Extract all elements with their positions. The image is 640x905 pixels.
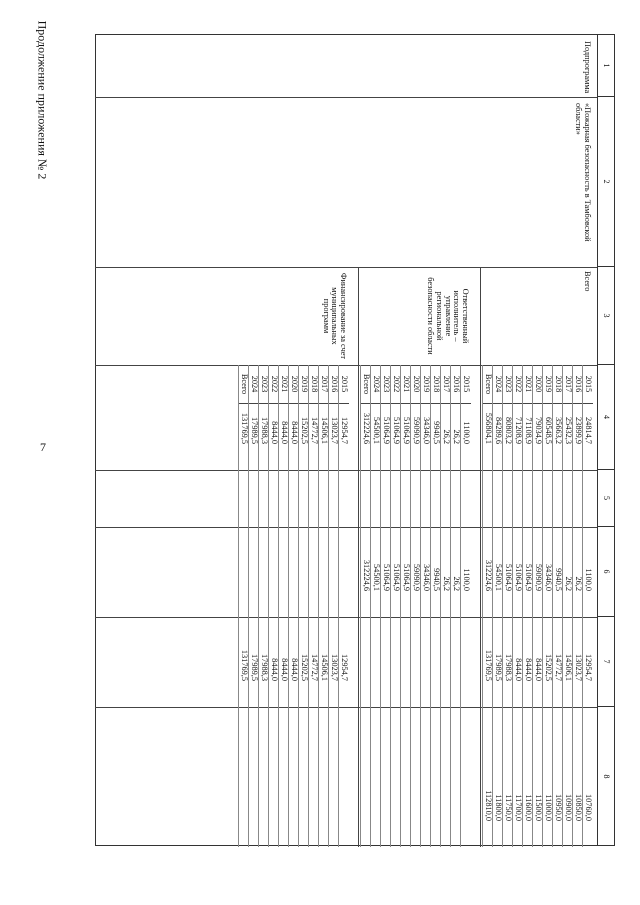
year-subcolumn-divider [483, 403, 593, 404]
row-year: 2021 [402, 375, 412, 393]
value-c6: 51064,9 [504, 564, 514, 591]
value-c7: 13023,7 [574, 654, 584, 681]
value-c4: 14506,1 [320, 417, 330, 444]
row-label-subprogram: Подпрограмма [583, 41, 592, 94]
header-col-4: 4 [598, 365, 614, 470]
value-c4: 131769,5 [240, 412, 250, 444]
row-year: 2018 [554, 375, 564, 393]
value-c4: 51064,9 [392, 417, 402, 444]
value-c6: 59090,9 [534, 564, 544, 591]
value-c6: 312224,6 [362, 559, 372, 591]
value-c4: 71208,9 [514, 417, 524, 444]
row-year: 2022 [270, 375, 280, 393]
value-c7: 17989,5 [250, 654, 260, 681]
value-c8: 10950,0 [554, 794, 564, 821]
value-c4: 14772,7 [310, 417, 320, 444]
block-separator [358, 267, 359, 847]
value-c8: 10900,0 [564, 794, 574, 821]
row-year: 2019 [422, 375, 432, 393]
value-c6: 312224,6 [484, 559, 494, 591]
value-c6: 26,2 [574, 576, 584, 591]
value-c7: 17988,3 [260, 654, 270, 681]
header-col-7: 7 [598, 617, 614, 707]
value-c4: 23899,9 [574, 417, 584, 444]
row-year: 2017 [320, 375, 330, 393]
year-subcolumn-divider [239, 403, 349, 404]
value-c7: 14772,7 [554, 654, 564, 681]
value-c4: 17988,3 [260, 417, 270, 444]
value-c6: 26,2 [452, 576, 462, 591]
value-c4: 13023,7 [330, 417, 340, 444]
value-c6: 54500,1 [494, 564, 504, 591]
value-c7: 12954,7 [340, 654, 350, 681]
row-year: 2022 [392, 375, 402, 393]
program-name: «Пожарная безопасность в Тамбовской области» [574, 103, 592, 242]
value-c6: 9940,5 [554, 568, 564, 591]
value-c4: 34346,0 [422, 417, 432, 444]
value-c4: 24814,7 [584, 417, 594, 444]
value-c7: 14772,7 [310, 654, 320, 681]
value-c7: 8444,0 [514, 658, 524, 681]
value-c4: 84289,6 [494, 417, 504, 444]
row-year: 2017 [442, 375, 452, 393]
page-number: 7 [40, 440, 46, 454]
value-c6: 34346,0 [422, 564, 432, 591]
header-col-6: 6 [598, 527, 614, 617]
value-c7: 8444,0 [290, 658, 300, 681]
row-year: Всего [240, 373, 250, 395]
value-c4: 1100,0 [462, 421, 472, 444]
row-year: Всего [362, 373, 372, 395]
row-year: 2015 [584, 375, 594, 393]
row-year: 2020 [534, 375, 544, 393]
value-c7: 15202,5 [300, 654, 310, 681]
row-year: 2015 [462, 375, 472, 393]
annex-title: Продолжение приложения № 2 [35, 20, 50, 180]
value-c7: 17989,5 [494, 654, 504, 681]
value-c8: 11600,0 [524, 794, 534, 821]
value-c6: 51064,9 [382, 564, 392, 591]
column-divider [95, 267, 597, 268]
row-year: 2023 [260, 375, 270, 393]
header-col-3: 3 [598, 267, 614, 365]
value-c7: 8444,0 [270, 658, 280, 681]
value-c4: 51064,9 [382, 417, 392, 444]
value-c4: 51064,9 [402, 417, 412, 444]
value-c6: 51064,9 [514, 564, 524, 591]
value-c4: 12954,7 [340, 417, 350, 444]
value-c4: 25432,3 [564, 417, 574, 444]
row-year: 2020 [412, 375, 422, 393]
value-c4: 312224,6 [362, 412, 372, 444]
value-c4: 9940,5 [432, 421, 442, 444]
value-c8: 11750,0 [504, 794, 514, 821]
table-holder [95, 34, 615, 846]
value-c7: 131769,5 [240, 649, 250, 681]
value-c4: 71108,9 [524, 417, 534, 444]
block-label: Финансирование за счет муниципальных программ [321, 272, 348, 360]
value-c4: 556804,1 [484, 412, 494, 444]
value-c6: 26,2 [442, 576, 452, 591]
value-c4: 8444,0 [280, 421, 290, 444]
value-c6: 59090,9 [412, 564, 422, 591]
row-year: Всего [484, 373, 494, 395]
block-separator [480, 267, 481, 847]
row-year: 2016 [330, 375, 340, 393]
row-year: 2019 [544, 375, 554, 393]
row-year: 2015 [340, 375, 350, 393]
row-year: 2018 [432, 375, 442, 393]
value-c6: 9940,5 [432, 568, 442, 591]
block-label: Всего [583, 271, 592, 292]
row-year: 2021 [280, 375, 290, 393]
header-col-1: 1 [598, 35, 614, 97]
value-c4: 8444,0 [290, 421, 300, 444]
value-c8: 10760,0 [584, 794, 594, 821]
value-c6: 51064,9 [524, 564, 534, 591]
value-c4: 79034,9 [534, 417, 544, 444]
row-year: 2018 [310, 375, 320, 393]
value-c8: 11500,0 [534, 794, 544, 821]
table-header-row [597, 34, 615, 846]
value-c7: 8444,0 [524, 658, 534, 681]
row-year: 2016 [574, 375, 584, 393]
value-c7: 131769,5 [484, 649, 494, 681]
value-c4: 26,2 [452, 429, 462, 444]
header-col-2: 2 [598, 97, 614, 267]
row-year: 2017 [564, 375, 574, 393]
financing-table [95, 34, 615, 846]
value-c7: 12954,7 [584, 654, 594, 681]
row-year: 2024 [494, 375, 504, 393]
value-c4: 54500,1 [372, 417, 382, 444]
value-c4: 17989,5 [250, 417, 260, 444]
value-c7: 17988,3 [504, 654, 514, 681]
value-c6: 51064,9 [392, 564, 402, 591]
value-c4: 80803,2 [504, 417, 514, 444]
value-c7: 14506,1 [320, 654, 330, 681]
value-c8: 112810,0 [484, 790, 494, 821]
value-c7: 15202,5 [544, 654, 554, 681]
row-year: 2019 [300, 375, 310, 393]
year-subcolumn-divider [361, 403, 471, 404]
value-c8: 10850,0 [574, 794, 584, 821]
table-body [95, 34, 597, 846]
value-c8: 11700,0 [514, 794, 524, 821]
row-year: 2020 [290, 375, 300, 393]
value-c8: 11800,0 [494, 794, 504, 821]
value-c7: 8444,0 [280, 658, 290, 681]
value-c4: 8444,0 [270, 421, 280, 444]
value-c4: 35663,2 [554, 417, 564, 444]
value-c6: 26,2 [564, 576, 574, 591]
row-year: 2016 [452, 375, 462, 393]
column-divider [95, 97, 597, 98]
row-year: 2021 [524, 375, 534, 393]
block-label: Ответственный исполнитель – управление региональной безопасности области [426, 277, 470, 355]
value-c8: 11000,0 [544, 794, 554, 821]
row-year: 2024 [250, 375, 260, 393]
row-year: 2022 [514, 375, 524, 393]
value-c6: 51064,9 [402, 564, 412, 591]
value-c6: 54500,1 [372, 564, 382, 591]
row-year: 2024 [372, 375, 382, 393]
value-c7: 14506,1 [564, 654, 574, 681]
row-year: 2023 [382, 375, 392, 393]
value-c4: 26,2 [442, 429, 452, 444]
header-col-8: 8 [602, 774, 611, 779]
value-c4: 60548,5 [544, 417, 554, 444]
header-col-5: 5 [598, 470, 614, 527]
value-c4: 59090,9 [412, 417, 422, 444]
row-year: 2023 [504, 375, 514, 393]
value-c6: 1100,0 [462, 568, 472, 591]
value-c7: 8444,0 [534, 658, 544, 681]
value-c7: 13023,7 [330, 654, 340, 681]
value-c6: 1100,0 [584, 568, 594, 591]
value-c6: 34346,0 [544, 564, 554, 591]
value-c4: 15202,5 [300, 417, 310, 444]
